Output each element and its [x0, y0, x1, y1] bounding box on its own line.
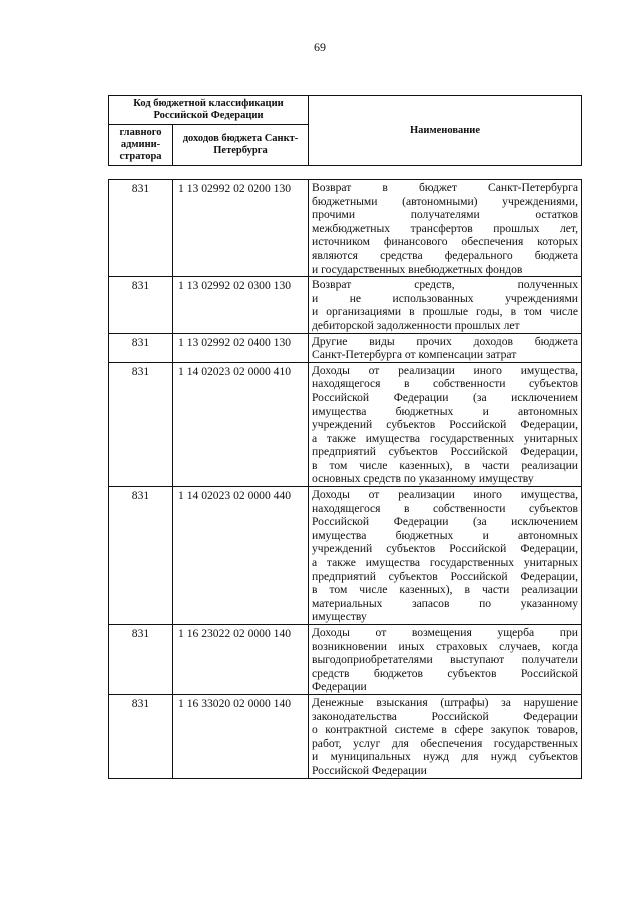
- income-name-line: межбюджетных трансфертов прошлых лет,: [312, 221, 578, 235]
- income-name-cell: [309, 333, 582, 362]
- income-name-cell: [309, 487, 582, 625]
- income-name-cell: [309, 277, 582, 333]
- income-name-line: Возврат средств, полученных: [312, 278, 578, 292]
- income-name-line: бюджетными (автономными) учреждениями,: [312, 194, 578, 208]
- income-name-line: прочими получателями остатков: [312, 208, 578, 222]
- header-name-column: Наименование: [309, 96, 582, 166]
- income-name-line: Санкт-Петербурга от компенсации затрат: [312, 348, 517, 362]
- income-code-cell: 1 13 02992 02 0300 130: [173, 277, 309, 333]
- income-name-line: законодательства Российской Федерации: [312, 709, 578, 723]
- table-row: [109, 180, 582, 277]
- income-name-cell: [309, 362, 582, 486]
- income-name-line: предприятий субъектов Российской Федерации,: [312, 569, 578, 583]
- income-name-line: учреждений субъектов Российской Федерации,: [312, 418, 578, 432]
- income-code-cell: 1 16 23022 02 0000 140: [173, 625, 309, 695]
- income-code-cell: 1 16 33020 02 0000 140: [173, 694, 309, 778]
- table-row: [109, 487, 582, 625]
- income-name-line: основных средств по указанному имуществу: [312, 472, 534, 486]
- income-name-line: Российской Федерации (за исключением: [312, 515, 578, 529]
- income-name-line: Возврат в бюджет Санкт-Петербурга: [312, 181, 578, 194]
- classification-table: [108, 179, 582, 779]
- income-name-line: предприятий субъектов Российской Федерации,: [312, 445, 578, 459]
- income-code-cell: 1 13 02992 02 0200 130: [173, 180, 309, 277]
- income-name-line: а также имущества государственных унитарных: [312, 431, 578, 445]
- table-row: [109, 694, 582, 778]
- income-name-line: и государственных внебюджетных фондов: [312, 262, 523, 276]
- income-name-line: находящегося в собственности субъектов: [312, 377, 578, 391]
- income-name-line: учреждений субъектов Российской Федерации,: [312, 542, 578, 556]
- income-name-line: находящегося в собственности субъектов: [312, 501, 578, 515]
- income-name-line: имущества бюджетных и автономных: [312, 528, 578, 542]
- income-name-line: материальных запасов по указанному: [312, 596, 578, 610]
- income-name-line: являются средства федерального бюджета: [312, 248, 578, 262]
- income-name-line: о контрактной системе в сфере закупок товаров,: [312, 723, 578, 737]
- admin-code-cell: 831: [109, 362, 173, 486]
- income-name-line: работ, услуг для обеспечения государственных: [312, 736, 578, 750]
- table-header: [108, 95, 582, 166]
- table-body: [109, 180, 582, 779]
- admin-code-cell: 831: [109, 277, 173, 333]
- income-name-line: в том числе казенных), в части реализации: [312, 583, 578, 597]
- income-name-line: Доходы от реализации иного имущества,: [312, 363, 578, 377]
- income-name-cell: [309, 625, 582, 695]
- income-name-line: средств бюджетов субъектов Российской: [312, 666, 578, 680]
- income-name-line: возникновении иных страховых случаев, когда: [312, 639, 578, 653]
- income-name-line: и не использованных учреждениями: [312, 291, 578, 305]
- admin-code-cell: 831: [109, 333, 173, 362]
- admin-code-cell: 831: [109, 694, 173, 778]
- income-code-cell: 1 13 02992 02 0400 130: [173, 333, 309, 362]
- header-income-column: доходов бюджета Санкт-Петербурга: [173, 125, 309, 166]
- income-name-line: имуществу: [312, 610, 367, 624]
- income-name-line: источником финансового обеспечения которых: [312, 235, 578, 249]
- income-name-line: Федерации: [312, 680, 367, 694]
- admin-code-cell: 831: [109, 487, 173, 625]
- income-name-line: имущества бюджетных и автономных: [312, 404, 578, 418]
- income-name-cell: [309, 694, 582, 778]
- income-code-cell: 1 14 02023 02 0000 440: [173, 487, 309, 625]
- table-row: [109, 625, 582, 695]
- income-name-line: дебиторской задолженности прошлых лет: [312, 318, 520, 332]
- income-name-line: Доходы от реализации иного имущества,: [312, 488, 578, 502]
- income-name-line: выгодоприобретателями выступают получатели: [312, 653, 578, 667]
- income-name-line: Денежные взыскания (штрафы) за нарушение: [312, 695, 578, 709]
- income-name-line: Доходы от возмещения ущерба при: [312, 626, 578, 639]
- table-row: [109, 362, 582, 486]
- income-name-line: а также имущества государственных унитарных: [312, 556, 578, 570]
- income-code-cell: 1 14 02023 02 0000 410: [173, 362, 309, 486]
- income-name-line: и организациями в прошлые годы, в том числе: [312, 305, 578, 319]
- header-admin-column: главного админи-стратора: [109, 125, 173, 166]
- table-row: [109, 333, 582, 362]
- income-name-line: Другие виды прочих доходов бюджета: [312, 334, 578, 348]
- table-row: [109, 277, 582, 333]
- income-name-line: Российской Федерации (за исключением: [312, 390, 578, 404]
- page-number: 69: [314, 40, 326, 54]
- income-name-line: и муниципальных нужд для нужд субъектов: [312, 750, 578, 764]
- income-name-line: Российской Федерации: [312, 763, 427, 777]
- header-group-title: Код бюджетной классификации Российской Федерации: [109, 96, 309, 125]
- admin-code-cell: 831: [109, 180, 173, 277]
- income-name-cell: [309, 180, 582, 277]
- income-name-line: в том числе казенных), в части реализации: [312, 458, 578, 472]
- admin-code-cell: 831: [109, 625, 173, 695]
